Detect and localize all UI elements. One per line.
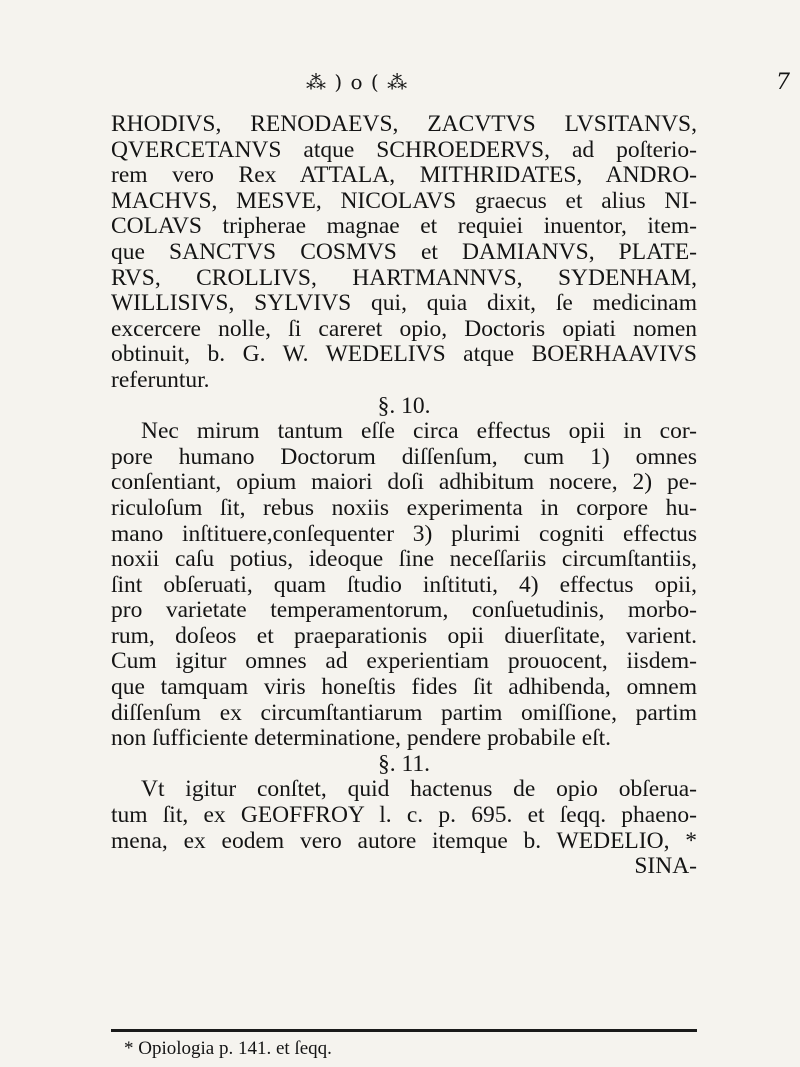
running-header bbox=[0, 70, 800, 94]
text-line: que tamquam viris honeſtis fides ſit adhibenda, omnem bbox=[111, 674, 697, 701]
text-line: mena, ex eodem vero autore itemque b. WEDELIO, * bbox=[111, 827, 697, 854]
text-line: conſentiant, opium maiori doſi adhibitum nocere, 2) pe- bbox=[111, 469, 697, 496]
footnote-rule bbox=[111, 1029, 697, 1032]
text-line: RHODIVS, RENODAEVS, ZACVTVS LVSITANVS, bbox=[111, 111, 697, 137]
text-line: RVS, CROLLIVS, HARTMANNVS, SYDENHAM, bbox=[111, 264, 697, 291]
text-line: referuntur. bbox=[111, 366, 210, 393]
text-line: ſint obſeruati, quam ſtudio inſtituti, 4) effectus opii, bbox=[111, 571, 697, 598]
text-line: Vt igitur conſtet, quid hactenus de opio obſerua- bbox=[141, 776, 697, 803]
text-line: non ſufficiente determinatione, pendere probabile eſt. bbox=[111, 725, 612, 752]
text-line: Nec mirum tantum eſſe circa effectus opii in cor- bbox=[141, 418, 697, 445]
text-line: COLAVS tripherae magnae et requiei inuentor, item- bbox=[111, 213, 697, 240]
text-line: obtinuit, b. G. W. WEDELIVS atque BOERHAAVIVS bbox=[111, 341, 697, 368]
text-line: WILLISIVS, SYLVIVS qui, quia dixit, ſe medicinam bbox=[111, 290, 697, 317]
text-line: pore humano Doctorum diſſenſum, cum 1) omnes bbox=[111, 443, 697, 470]
text-line: diſſenſum ex circumſtantiarum partim omiſſione, partim bbox=[111, 699, 697, 726]
text-line: tum ſit, ex GEOFFROY l. c. p. 695. et ſeqq. phaeno- bbox=[111, 802, 697, 829]
text-line: mano inſtituere,conſequenter 3) plurimi cogniti effectus bbox=[111, 520, 697, 547]
text-line: MACHVS, MESVE, NICOLAVS graecus et alius NI- bbox=[111, 187, 697, 214]
text-line: QVERCETANVS atque SCHROEDERVS, ad poſterio- bbox=[111, 136, 697, 163]
text-line: riculoſum ſit, rebus noxiis experimenta in corpore hu- bbox=[111, 494, 697, 521]
text-line: rem vero Rex ATTALA, MITHRIDATES, ANDRO- bbox=[111, 162, 697, 189]
main-text bbox=[111, 112, 697, 880]
text-line: excercere nolle, ſi careret opio, Doctoris opiati nomen bbox=[111, 315, 697, 342]
text-line: rum, doſeos et praeparationis opii diuerſitate, varient. bbox=[111, 622, 697, 649]
section-heading: §. 11. bbox=[377, 750, 430, 777]
text-line: Cum igitur omnes ad experientiam prouocent, iisdem- bbox=[111, 648, 697, 675]
catchword: SINA- bbox=[634, 853, 697, 880]
text-line: que SANCTVS COSMVS et DAMIANVS, PLATE- bbox=[111, 238, 697, 265]
text-line: pro varietate temperamentorum, conſuetudinis, morbo- bbox=[111, 597, 697, 624]
footnote: * Opiologia p. 141. et ſeqq. bbox=[124, 1038, 332, 1059]
section-heading: §. 10. bbox=[377, 392, 431, 419]
text-line: noxii caſu potius, ideoque ſine neceſſariis circumſtantiis, bbox=[111, 546, 697, 573]
page-number: 7 bbox=[776, 70, 790, 95]
header-ornament: ⁂ ) o ( ⁂ bbox=[306, 70, 409, 94]
